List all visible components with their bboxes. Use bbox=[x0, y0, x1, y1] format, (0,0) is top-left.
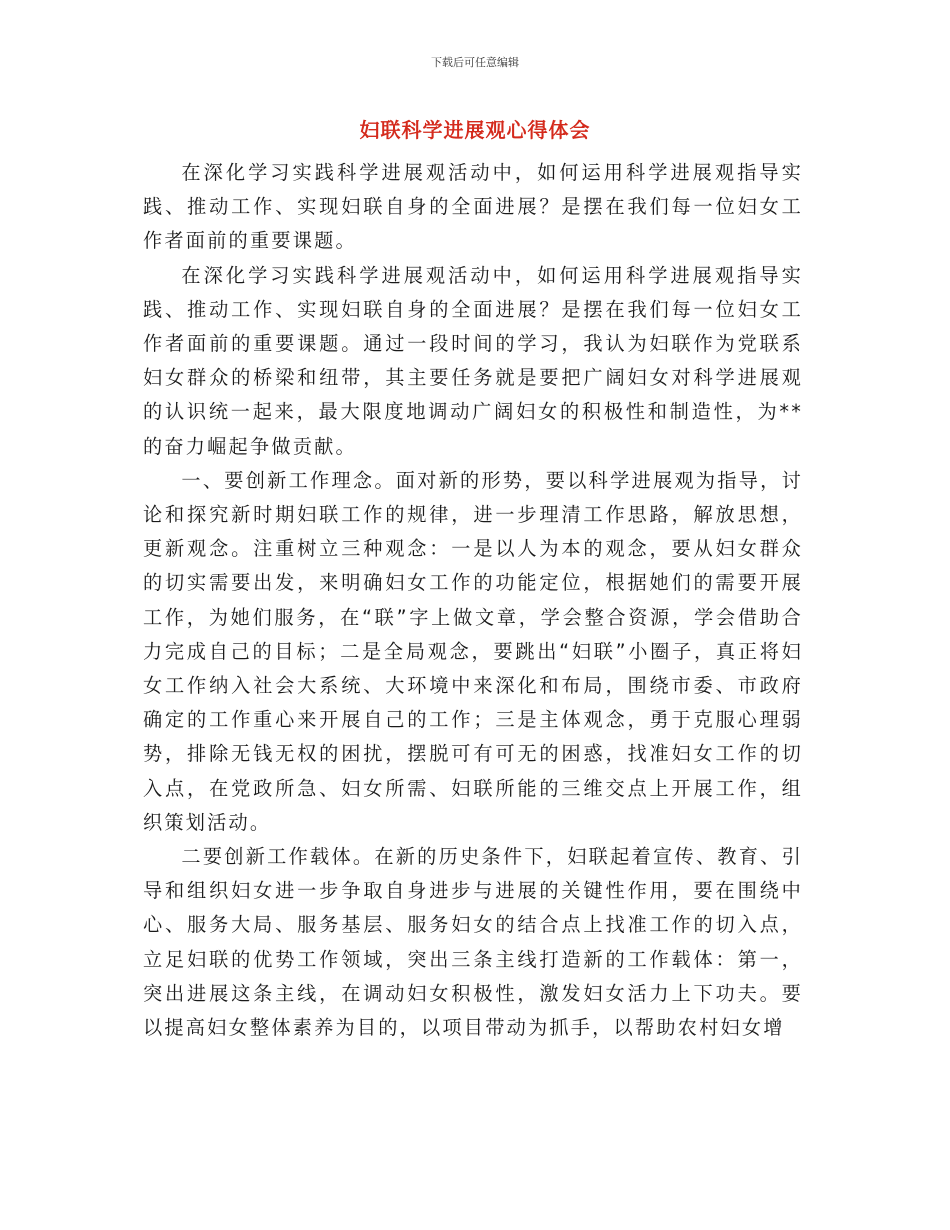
document-body bbox=[143, 156, 803, 1045]
paragraph-3: 一、要创新工作理念。面对新的形势，要以科学进展观为指导，讨论和探究新时期妇联工作的规律，进一步理清工作思路，解放思想，更新观念。注重树立三种观念：一是以人为本的观念，要从妇女群众的切实需要出发，来明确妇女工作的功能定位，根据她们的需要开展工作，为她们服务，在“联”字上做文章，学会整合资源，学会借助合力完成自己的目标；二是全局观念，要跳出“妇联”小圈子，真正将妇女工作纳入社会大系统、大环境中来深化和布局，围绕市委、市政府确定的工作重心来开展自己的工作；三是主体观念，勇于克服心理弱势，排除无钱无权的困扰，摆脱可有可无的困惑，找准妇女工作的切入点，在党政所急、妇女所需、妇联所能的三维交点上开展工作，组织策划活动。 bbox=[143, 468, 803, 834]
paragraph-4: 二要创新工作载体。在新的历史条件下，妇联起着宣传、教育、引导和组织妇女进一步争取自身进步与进展的关键性作用，要在围绕中心、服务大局、服务基层、服务妇女的结合点上找准工作的切入点，立足妇联的优势工作领域，突出三条主线打造新的工作载体：第一，突出进展这条主线，在调动妇女积极性，激发妇女活力上下功夫。要以提高妇女整体素养为目的，以项目带动为抓手，以帮助农村妇女增 bbox=[143, 845, 803, 1040]
paragraph-2: 在深化学习实践科学进展观活动中，如何运用科学进展观指导实践、推动工作、实现妇联自身的全面进展？是摆在我们每一位妇女工作者面前的重要课题。通过一段时间的学习，我认为妇联作为党联系妇女群众的桥梁和纽带，其主要任务就是要把广阔妇女对科学进展观的认识统一起来，最大限度地调动广阔妇女的积极性和制造性，为**的奋力崛起争做贡献。 bbox=[143, 263, 803, 458]
paragraph-1: 在深化学习实践科学进展观活动中，如何运用科学进展观指导实践、推动工作、实现妇联自身的全面进展？是摆在我们每一位妇女工作者面前的重要课题。 bbox=[143, 161, 803, 253]
header-note: 下载后可任意编辑 bbox=[431, 56, 519, 69]
document-title: 妇联科学进展观心得体会 bbox=[359, 118, 591, 142]
